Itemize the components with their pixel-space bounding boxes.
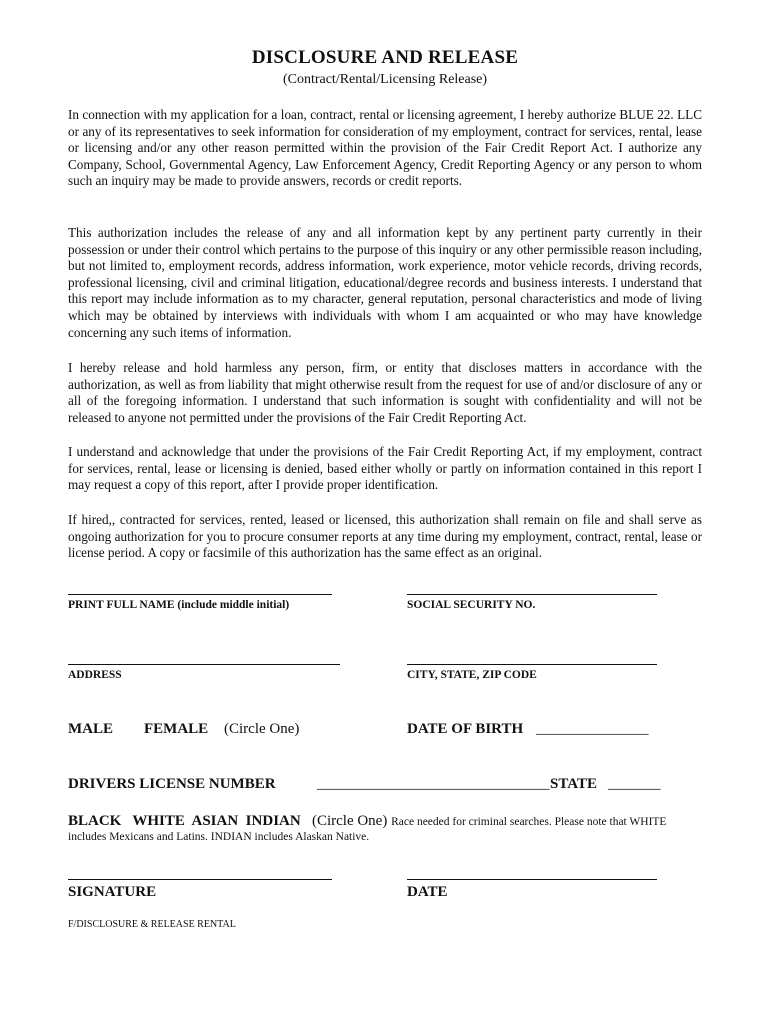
drivers-license-label: DRIVERS LICENSE NUMBER (68, 776, 276, 792)
print-name-label: PRINT FULL NAME (include middle initial) (68, 599, 290, 611)
race-note-continued: includes Mexicans and Latins. INDIAN includes Alaskan Native. (68, 831, 370, 843)
date-of-birth-label: DATE OF BIRTH (407, 721, 524, 737)
city-state-zip-line[interactable] (407, 664, 657, 665)
signature-label: SIGNATURE (68, 884, 157, 900)
date-of-birth-field[interactable]: _______________ (536, 721, 649, 737)
paragraph-authorization-scope: This authorization includes the release of any and all information kept by any pertinent party currently in their possession or under their control which pertains to the purpose of this inquiry or any other permissible reason including, but not limited to, employment records, address information, work experience, motor vehicle records, driving records, professional licensing, civil and criminal litigation, educational/degree records and business interests. I understand that this report may include information as to my character, general reputation, personal characteristics and mode of living which may be obtained by interviews with individuals with whom I am acquainted or who may have knowledge concerning any such items of information. (68, 225, 702, 340)
race-options[interactable]: BLACK WHITE ASIAN INDIAN (68, 813, 301, 829)
document-title: DISCLOSURE AND RELEASE (251, 47, 519, 68)
gender-option-male[interactable]: MALE (68, 721, 113, 737)
city-state-zip-label: CITY, STATE, ZIP CODE (407, 669, 537, 681)
address-label: ADDRESS (68, 669, 122, 681)
paragraph-ongoing-authorization: If hired,, contracted for services, rented, leased or licensed, this authorization shall remain on file and shall serve as ongoing authorization for you to procure consumer reports at any time during my employment, contract, rental, lease or license period. A copy or facsimile of this authorization has the same effect as an original. (68, 512, 702, 561)
race-circle-one-hint: (Circle One) (311, 813, 388, 829)
address-line[interactable] (68, 664, 340, 665)
date-label: DATE (407, 884, 448, 900)
state-field[interactable]: _______ (608, 776, 661, 792)
gender-option-female[interactable]: FEMALE (144, 721, 209, 737)
form-id-footer: F/DISCLOSURE & RELEASE RENTAL (68, 919, 236, 930)
paragraph-acknowledgement: I understand and acknowledge that under the provisions of the Fair Credit Reporting Act, if my employment, contract for services, rental, lease or licensing is denied, based either wholly or partly on information contained in this report I may request a copy of this report, after I provide proper identification. (68, 444, 702, 493)
state-label: STATE (550, 776, 597, 792)
document-subtitle: (Contract/Rental/Licensing Release) (282, 72, 488, 87)
paragraph-authorization-intro: In connection with my application for a loan, contract, rental or licensing agreement, I hereby authorize BLUE 22. LLC or any of its representatives to seek information for consideration of my employment, contract for services, rental, lease or licensing and/or any other reason permitted within the provision of the Fair Credit Report Act. I authorize any Company, School, Governmental Agency, Law Enforcement Agency, Credit Reporting Agency or any person to whom such an inquiry may be made to provide answers, records or credit reports. (68, 107, 702, 189)
gender-circle-one-hint: (Circle One) (224, 721, 300, 737)
drivers-license-field[interactable]: _______________________________ (317, 776, 550, 792)
race-row (68, 812, 708, 831)
print-name-line[interactable] (68, 594, 332, 595)
ssn-line[interactable] (407, 594, 657, 595)
ssn-label: SOCIAL SECURITY NO. (407, 599, 536, 611)
signature-line[interactable] (68, 879, 332, 880)
paragraph-release-liability: I hereby release and hold harmless any person, firm, or entity that discloses matters in accordance with the authorization, as well as from liability that might otherwise result from the request for use of and/or disclosure of any or all of the foregoing information. I understand that such information is sought with confidentiality and will not be released to anyone not permitted under the provisions of the Fair Credit Reporting Act. (68, 360, 702, 425)
race-note: Race needed for criminal searches. Please note that WHITE (391, 816, 667, 828)
date-line[interactable] (407, 879, 657, 880)
